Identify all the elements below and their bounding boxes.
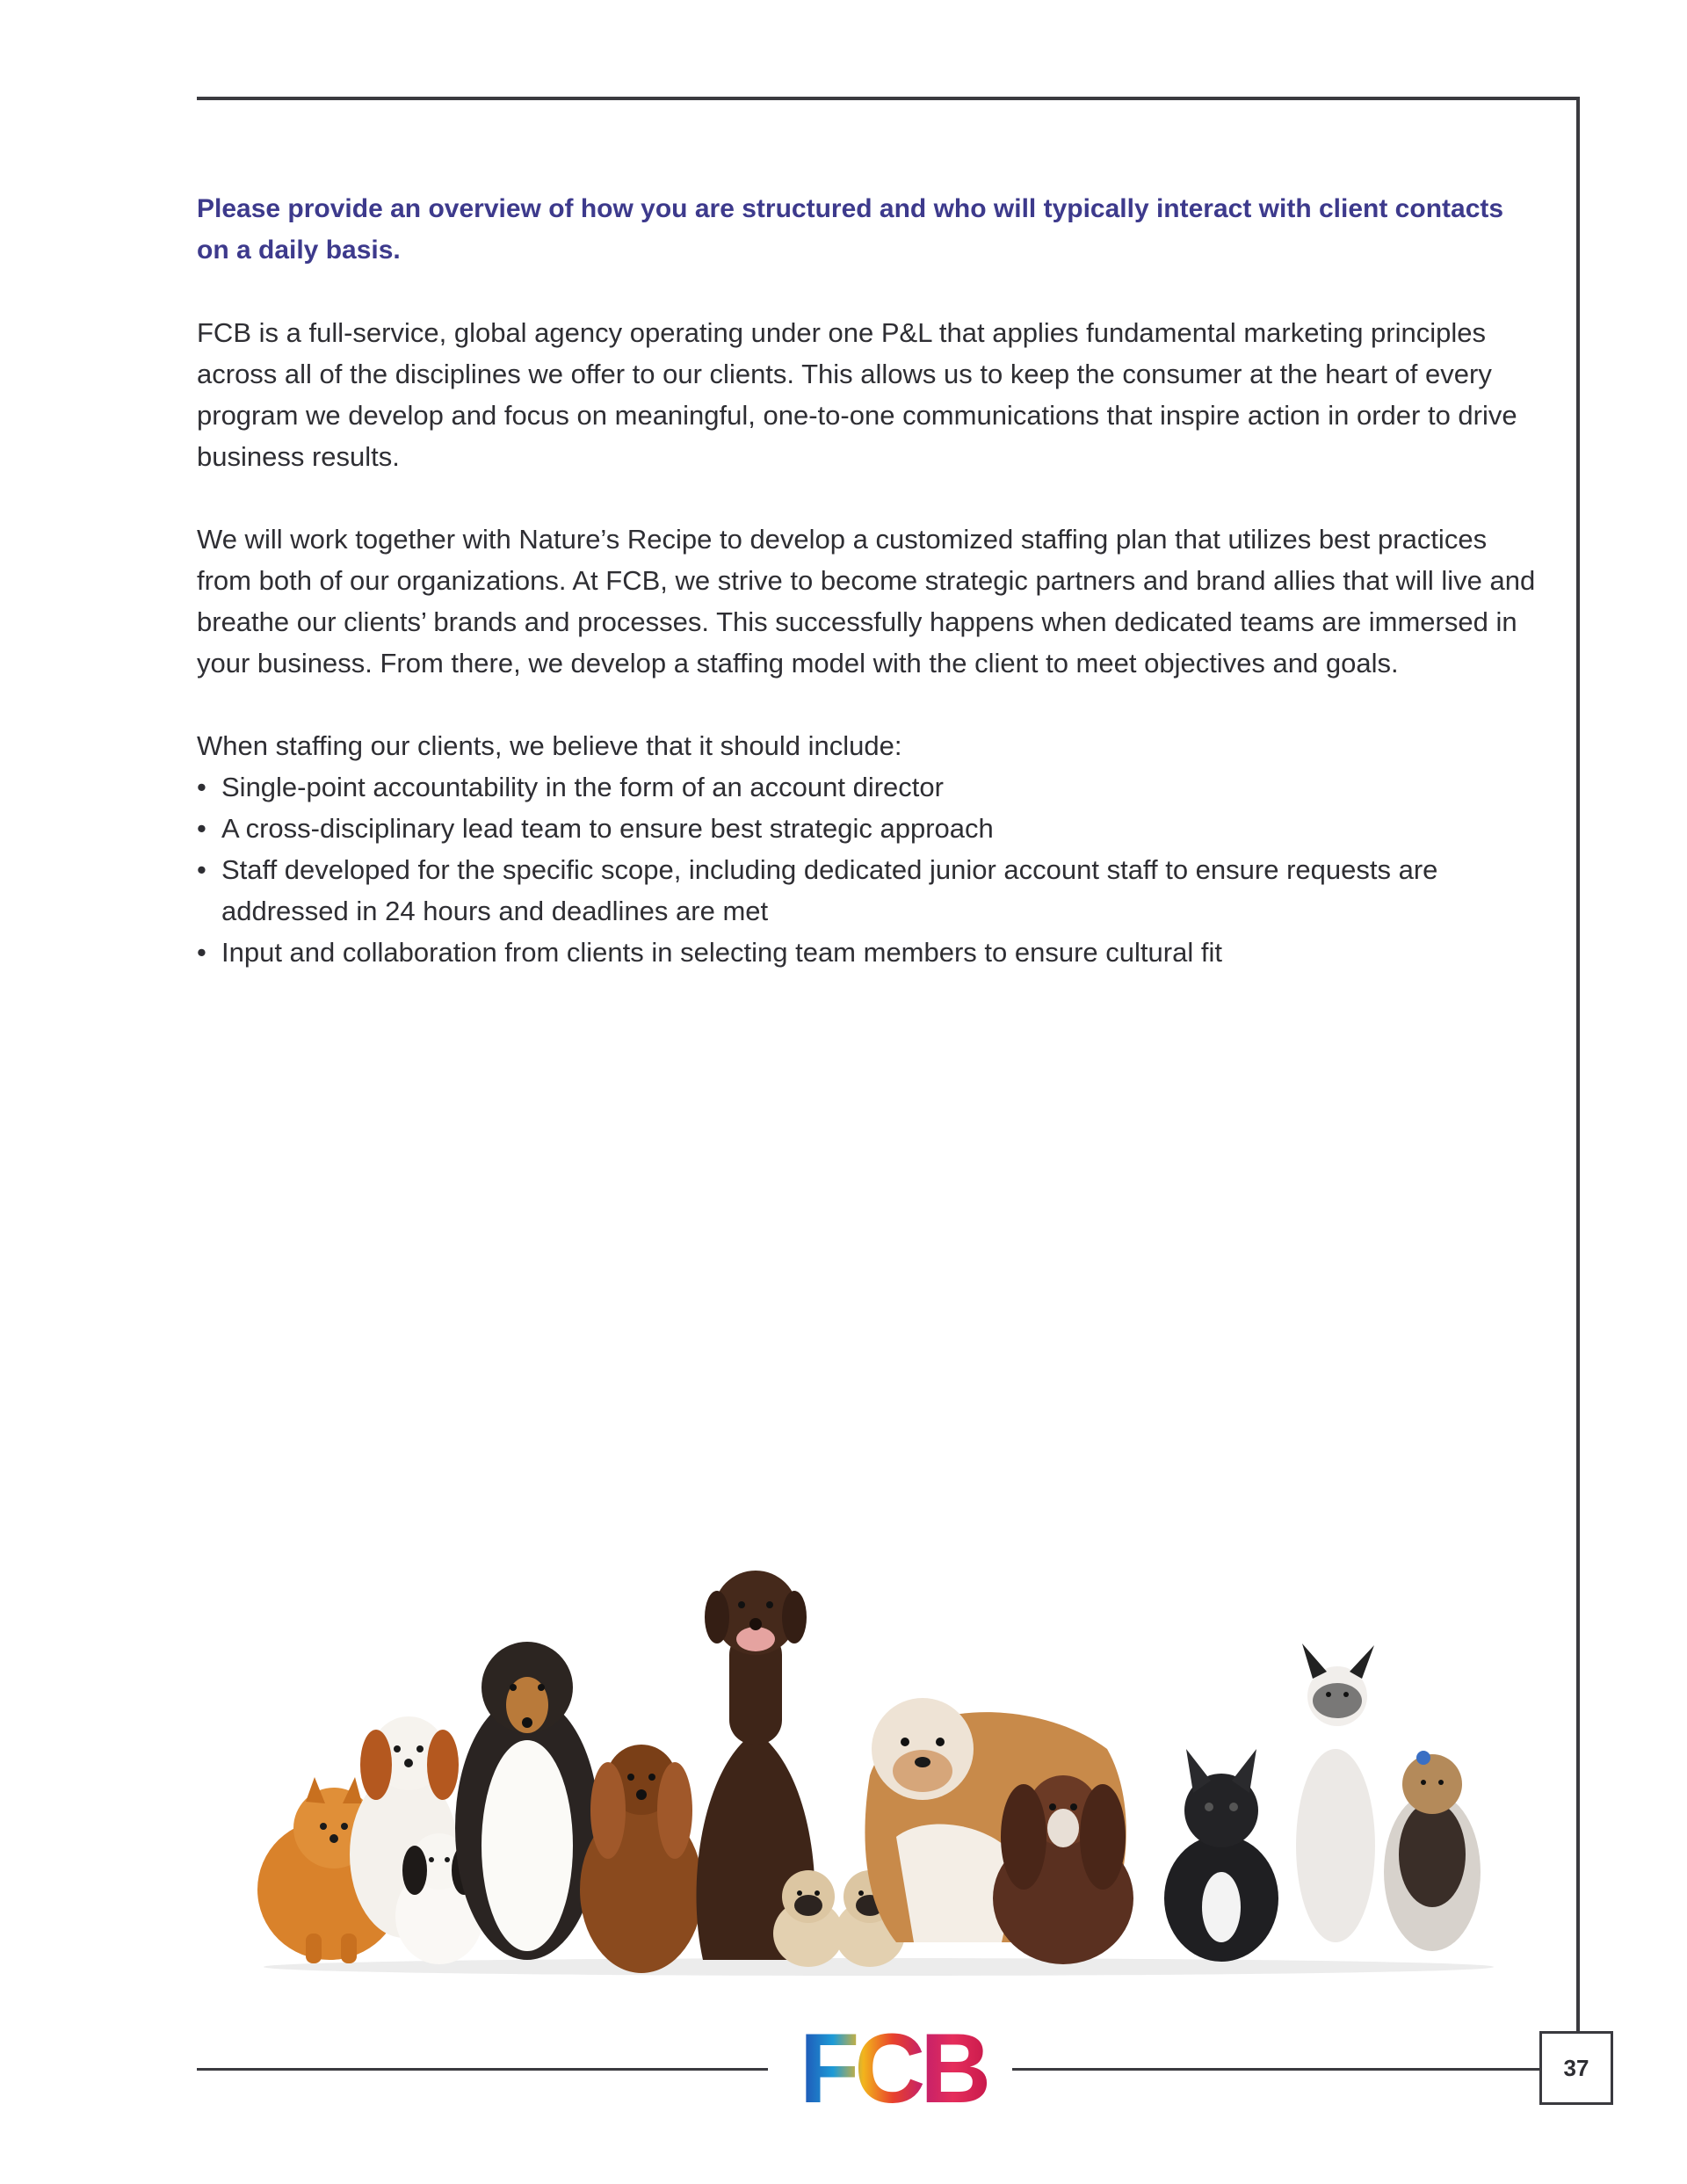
page-number: 37 (1563, 2054, 1589, 2081)
bullet-icon: • (197, 854, 206, 885)
list-item-text: A cross-disciplinary lead team to ensure best strategic approach (221, 813, 994, 844)
page-number-box (1539, 2031, 1613, 2105)
footer-rule-left (197, 2068, 768, 2071)
list-item-text: Input and collaboration from clients in selecting team members to ensure cultural fit (221, 937, 1222, 968)
crested-dog (1296, 1643, 1375, 1942)
frame-right-rule (1576, 97, 1580, 2033)
bullet-icon: • (197, 813, 206, 844)
list-item (197, 808, 1541, 849)
list-item-text: Staff developed for the specific scope, including dedicated junior account staff to ensure requests are addressed in 24 hours and deadlines are met (221, 854, 1438, 926)
bullet-icon: • (197, 937, 206, 968)
page-content (197, 188, 1541, 973)
paragraph-staffing-plan: We will work together with Nature’s Recipe to develop a customized staffing plan that utilizes best practices from both of our organizations. At FCB, we strive to become strategic partners and brand allies that will live and breathe our clients’ brands and processes. This successfully happens when dedicated teams are immersed in your business. From there, we develop a staffing model with the client to meet objectives and goals. (197, 524, 1536, 678)
yorkie-dog (1384, 1751, 1481, 1951)
footer-rule-right (1012, 2068, 1539, 2071)
french-bulldog-dog (1164, 1749, 1278, 1962)
paragraph-overview: FCB is a full-service, global agency operating under one P&L that applies fundamental marketing principles across all of the disciplines we offer to our clients. This allows us to keep the consumer at the heart of every program we develop and focus on meaningful, one-to-one communications that inspire action in order to drive business results. (197, 317, 1517, 472)
dachshund-dog (580, 1745, 703, 1973)
bullet-icon: • (197, 772, 206, 802)
spaniel-dog (993, 1775, 1133, 1964)
dogs-group-photo (228, 1547, 1529, 1977)
list-item (197, 849, 1541, 932)
frame-top-rule (197, 97, 1578, 100)
list-intro: When staffing our clients, we believe that it should include: (197, 730, 902, 761)
list-item (197, 766, 1541, 808)
staffing-bullet-list (197, 766, 1541, 973)
sheltie-dog (455, 1642, 599, 1960)
logo-text: FCB (799, 2028, 987, 2111)
list-item-text: Single-point accountability in the form of an account director (221, 772, 944, 802)
question-heading: Please provide an overview of how you are structured and who will typically interact with client contacts on a daily basis. (197, 194, 1504, 265)
list-item (197, 932, 1541, 973)
fcb-logo (789, 2028, 996, 2111)
